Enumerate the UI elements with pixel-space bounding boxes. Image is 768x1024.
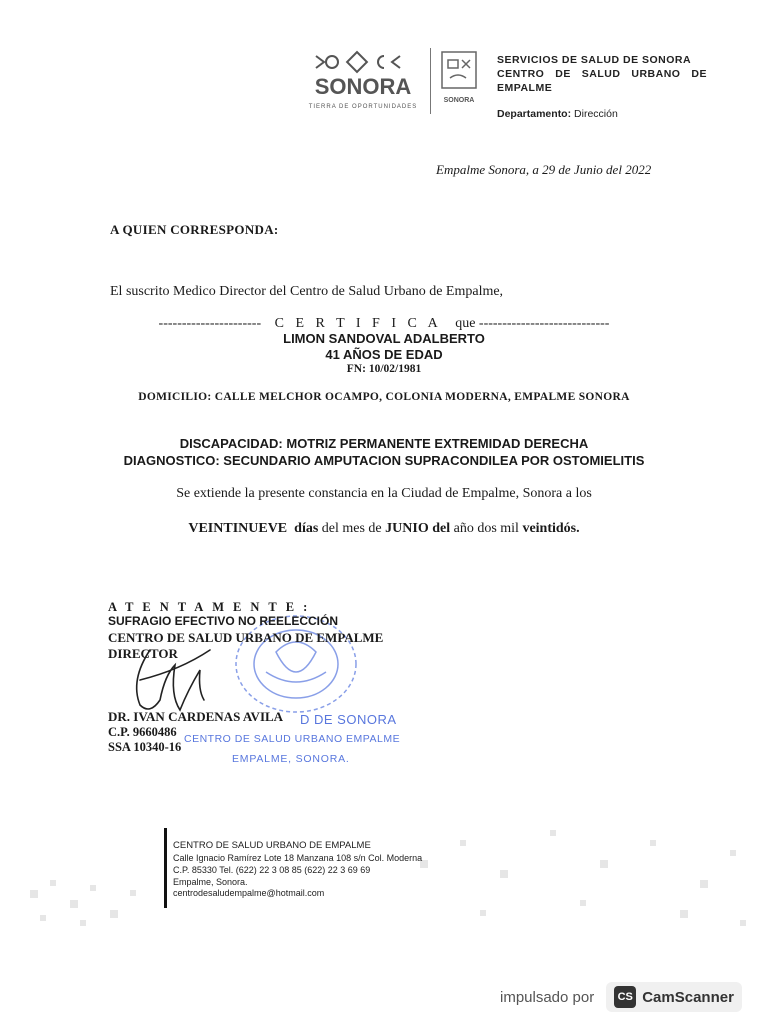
issue-date-text [0,521,768,537]
issue-days-word: días [294,521,319,536]
header-line-empalme: EMPALME [497,82,553,94]
closing-atentamente: ATENTAMENTE: [108,600,317,614]
watermark-label: impulsado por [500,988,595,1006]
camscanner-brand: CamScanner [642,988,734,1006]
header-line-servicios: SERVICIOS DE SALUD DE SONORA [497,54,692,66]
stamp-line-sonora: D DE SONORA [300,712,397,727]
issue-month-prefix: del mes de [321,521,382,536]
stamp-line-empalme: EMPALME, SONORA. [232,753,350,765]
official-seal [226,612,366,722]
certifica-right-dashes: ---------------------------- [478,316,610,331]
camscanner-icon: CS [614,986,636,1008]
closing-sufragio: SUFRAGIO EFECTIVO NO REELECCIÓN [108,614,339,628]
footer-institution: CENTRO DE SALUD URBANO DE EMPALME [173,840,371,851]
closing-centro: CENTRO DE SALUD URBANO DE EMPALME [108,630,384,645]
sonora-logo-tagline: TIERRA DE OPORTUNIDADES [308,104,418,110]
footer-accent-bar [164,828,167,908]
sonora-logo-text: SONORA [314,74,412,99]
footer-pattern-right [400,800,768,950]
doctor-name: DR. IVAN CARDENAS AVILA [108,709,284,724]
patient-age: 41 AÑOS DE EDAD [325,347,443,362]
issue-del: del [432,521,451,536]
issue-year: veintidós. [522,521,580,536]
closing-director: DIRECTOR [108,646,178,661]
issue-month: JUNIO [385,521,429,536]
department-label: Departamento: [497,108,572,120]
disability-line: DISCAPACIDAD: MOTRIZ PERMANENTE EXTREMIDAD DERECHA [179,436,589,451]
certifica-left-dashes: ---------------------- [158,316,262,331]
document-date: Empalme Sonora, a 29 de Junio del 2022 [436,162,652,177]
header-divider [430,48,431,114]
stamp-line-centro: CENTRO DE SALUD URBANO EMPALME [184,733,401,745]
salud-logo-text: SONORA [443,97,475,104]
doctor-ssa: SSA 10340-16 [108,740,182,754]
header-line-centro: CENTRO DE SALUD URBANO DE [497,68,707,80]
doctor-cedula: C.P. 9660486 [108,725,177,739]
certifica-word: C E R T I F I C A [274,316,442,331]
issue-year-prefix: año dos mil [453,521,519,536]
issue-day: VEINTINUEVE [188,521,288,536]
salud-logo [436,48,486,114]
addressee: A QUIEN CORRESPONDA: [110,222,279,237]
constancia-paragraph: Se extiende la presente constancia en la Ciudad de Empalme, Sonora a los [176,486,592,501]
footer-phone: C.P. 85330 Tel. (622) 22 3 08 85 (622) 22 3 69 69 [173,865,371,875]
footer-address: Calle Ignacio Ramírez Lote 18 Manzana 108 s/n Col. Moderna [173,853,423,863]
footer-city: Empalme, Sonora. [173,877,248,887]
department-line [497,108,618,120]
diagnosis-line: DIAGNOSTICO: SECUNDARIO AMPUTACION SUPRACONDILEA POR OSTOMIELITIS [123,453,645,468]
certifica-que: que [455,316,476,331]
patient-address: DOMICILIO: CALLE MELCHOR OCAMPO, COLONIA MODERNA, EMPALME SONORA [138,391,630,403]
footer-email: centrodesaludempalme@hotmail.com [173,888,325,898]
intro-paragraph: El suscrito Medico Director del Centro de Salud Urbano de Empalme, [110,284,504,299]
department-value: Dirección [574,108,618,120]
patient-name: LIMON SANDOVAL ADALBERTO [283,331,485,346]
patient-birthdate: FN: 10/02/1981 [346,363,422,375]
certifica-line [0,316,768,332]
camscanner-watermark [500,982,742,1012]
camscanner-badge [606,982,742,1012]
sonora-logo [298,48,428,114]
